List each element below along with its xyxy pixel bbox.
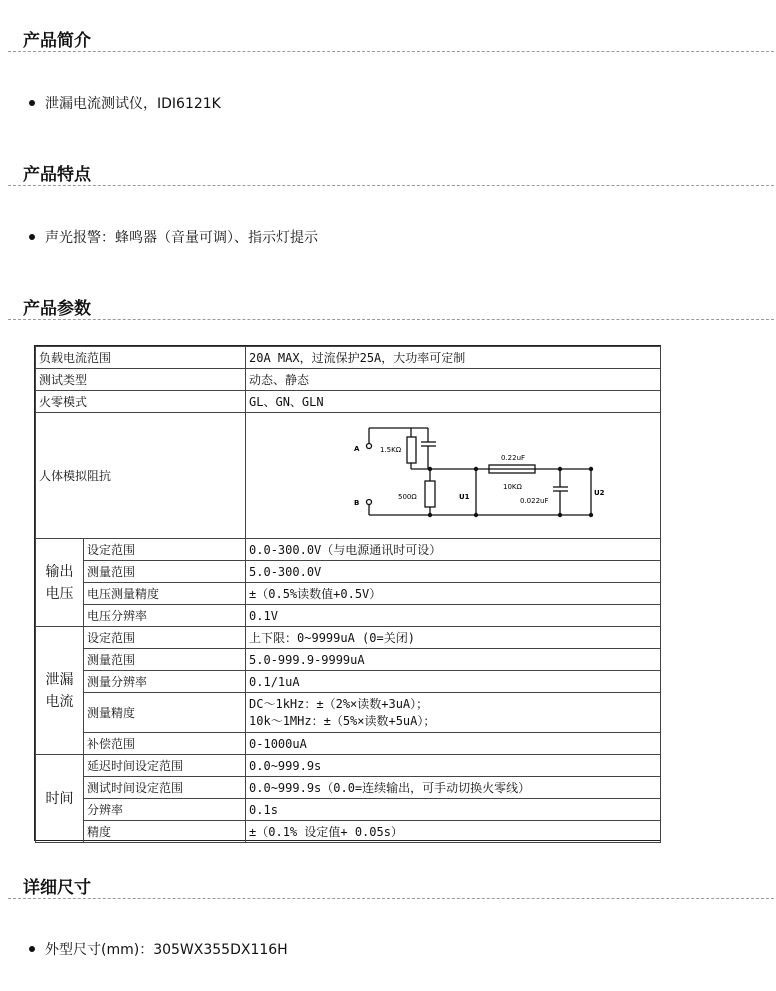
section-divider <box>8 185 774 186</box>
table-row <box>36 369 661 391</box>
c2-label: 0.022uF <box>520 497 549 505</box>
bullet-dot-icon <box>29 100 35 106</box>
spec-value: ±（0.5%读数值+0.5V） <box>246 583 661 605</box>
spec-value: 0.1V <box>246 605 661 627</box>
group-output-voltage: 输出 电压 <box>36 539 84 627</box>
spec-label: 测量分辨率 <box>84 671 246 693</box>
spec-label: 负载电流范围 <box>36 347 246 369</box>
spec-label: 设定范围 <box>84 539 246 561</box>
dimensions-text: 外型尺寸(mm)：305WX355DX116H <box>45 942 288 958</box>
u1-label: U1 <box>459 493 470 501</box>
section-divider <box>8 319 774 320</box>
table-row <box>36 755 661 777</box>
table-row <box>36 583 661 605</box>
spec-label: 补偿范围 <box>84 733 246 755</box>
spec-value: 5.0-999.9-9999uA <box>246 649 661 671</box>
spec-label: 测量范围 <box>84 649 246 671</box>
bullet-dot-icon <box>29 946 35 952</box>
spec-label: 火零模式 <box>36 391 246 413</box>
spec-value: ±（0.1% 设定值+ 0.05s） <box>246 821 661 843</box>
table-row <box>36 347 661 369</box>
section-title-dimensions: 详细尺寸 <box>23 878 91 898</box>
spec-value: 动态、静态 <box>246 369 661 391</box>
terminal-b-label: B <box>354 499 360 507</box>
intro-text: 泄漏电流测试仪，IDI6121K <box>45 96 221 112</box>
spec-table <box>34 345 661 841</box>
spec-value: 0.0~999.9s <box>246 755 661 777</box>
spec-value <box>246 693 661 733</box>
circuit-diagram <box>246 413 659 535</box>
section-divider <box>8 51 774 52</box>
spec-label: 测试时间设定范围 <box>84 777 246 799</box>
u2-label: U2 <box>594 489 605 497</box>
r3-label: 10KΩ <box>503 483 522 491</box>
table-row <box>36 693 661 733</box>
table-row <box>36 733 661 755</box>
spec-label: 分辨率 <box>84 799 246 821</box>
section-title-intro: 产品简介 <box>23 31 91 51</box>
terminal-a-label: A <box>354 445 360 453</box>
bullet-dot-icon <box>29 234 35 240</box>
spec-label: 人体模拟阻抗 <box>36 413 246 539</box>
table-row <box>36 605 661 627</box>
group-leakage-current: 泄漏 电流 <box>36 627 84 755</box>
c1-label: 0.22uF <box>501 454 526 462</box>
spec-label: 电压分辨率 <box>84 605 246 627</box>
table-row <box>36 391 661 413</box>
spec-label: 测量范围 <box>84 561 246 583</box>
section-title-params: 产品参数 <box>23 299 91 319</box>
spec-value-line: DC～1kHz：±（2%×读数+3uA）； <box>249 696 429 711</box>
list-item <box>29 227 318 247</box>
spec-value: 0.0-300.0V（与电源通讯时可设） <box>246 539 661 561</box>
group-time: 时间 <box>36 755 84 843</box>
spec-value: 20A MAX，过流保护25A，大功率可定制 <box>246 347 661 369</box>
table-row <box>36 539 661 561</box>
section-title-features: 产品特点 <box>23 165 91 185</box>
table-row <box>36 649 661 671</box>
features-text: 声光报警：蜂鸣器（音量可调）、指示灯提示 <box>45 230 318 246</box>
table-row <box>36 821 661 843</box>
table-row <box>36 413 661 539</box>
r1-label: 1.5KΩ <box>380 446 402 454</box>
r2-label: 500Ω <box>398 493 417 501</box>
table-row <box>36 777 661 799</box>
spec-label: 测试类型 <box>36 369 246 391</box>
spec-label: 测量精度 <box>84 693 246 733</box>
list-item <box>29 939 288 959</box>
table-row <box>36 799 661 821</box>
spec-value: 0.0~999.9s（0.0=连续输出，可手动切换火零线） <box>246 777 661 799</box>
list-item <box>29 93 221 113</box>
spec-label: 设定范围 <box>84 627 246 649</box>
circuit-diagram-cell <box>246 413 661 539</box>
spec-label: 精度 <box>84 821 246 843</box>
spec-value-line: 10k～1MHz：±（5%×读数+5uA）； <box>249 713 436 728</box>
spec-value: 5.0-300.0V <box>246 561 661 583</box>
spec-value: 0-1000uA <box>246 733 661 755</box>
spec-value: 上下限：0~9999uA (0=关闭) <box>246 627 661 649</box>
spec-value: 0.1/1uA <box>246 671 661 693</box>
table-row <box>36 561 661 583</box>
table-row <box>36 627 661 649</box>
spec-value: 0.1s <box>246 799 661 821</box>
table-row <box>36 671 661 693</box>
section-divider <box>8 898 774 899</box>
spec-label: 延迟时间设定范围 <box>84 755 246 777</box>
spec-label: 电压测量精度 <box>84 583 246 605</box>
spec-value: GL、GN、GLN <box>246 391 661 413</box>
